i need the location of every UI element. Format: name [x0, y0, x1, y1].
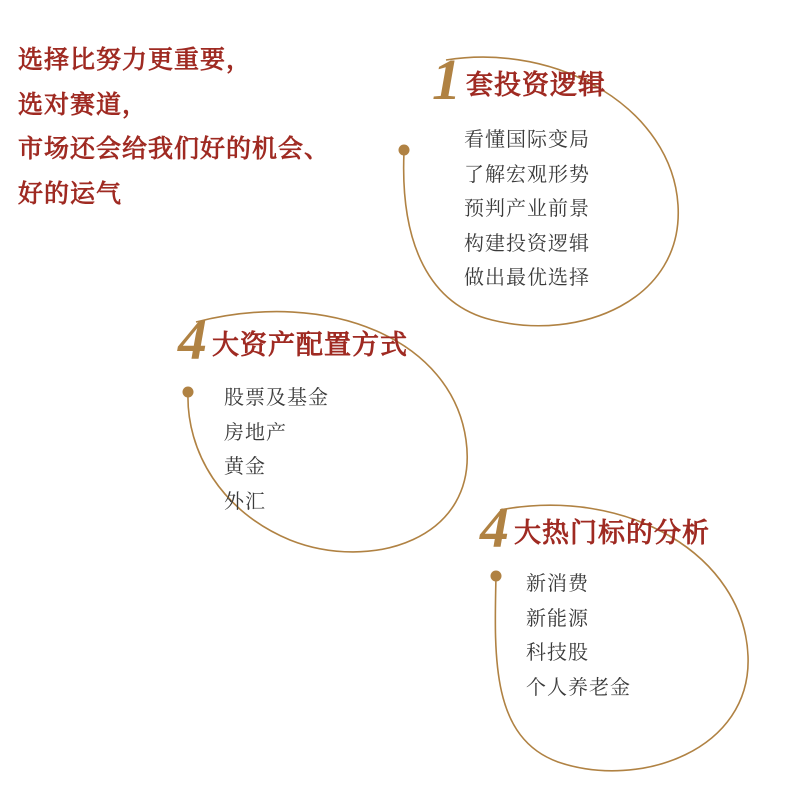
list-item: 黄金: [224, 456, 266, 479]
headline-line-2: 选对赛道，: [18, 90, 149, 119]
group-1-items: [464, 123, 606, 296]
group-3-items: [526, 567, 710, 705]
group-2-heading: [178, 307, 408, 372]
group-investment-logic: [432, 47, 606, 296]
group-2-title: 大资产配置方式: [212, 330, 408, 361]
group-1-title: 套投资逻辑: [466, 70, 606, 101]
list-item: 新能源: [526, 607, 589, 630]
group-1-number: 1: [432, 47, 461, 112]
headline-line-1: 选择比努力更重要，: [18, 46, 253, 74]
group-2-items: [224, 381, 408, 519]
group-3-heading: [480, 495, 710, 560]
list-item: 构建投资逻辑: [464, 232, 590, 255]
list-item: 新消费: [526, 573, 589, 596]
group-2-number: 4: [178, 307, 207, 372]
list-item: 股票及基金: [224, 387, 329, 410]
group-3-title: 大热门标的分析: [514, 518, 710, 549]
headline-line-3: 市场还会给我们好的机会、: [18, 135, 331, 163]
list-item: 科技股: [526, 642, 589, 665]
list-item: 预判产业前景: [464, 198, 590, 221]
list-item: 房地产: [224, 421, 287, 444]
group-hot-targets: [480, 495, 710, 705]
group-3-number: 4: [480, 495, 509, 560]
headline: [18, 38, 418, 216]
list-item: 了解宏观形势: [464, 163, 590, 186]
group-1-heading: [432, 47, 606, 112]
headline-line-4: 好的运气: [18, 179, 123, 208]
list-item: 看懂国际变局: [464, 129, 590, 152]
list-item: 个人养老金: [526, 676, 631, 699]
list-item: 外汇: [224, 490, 266, 513]
list-item: 做出最优选择: [464, 267, 590, 290]
group-asset-allocation: [178, 307, 408, 519]
